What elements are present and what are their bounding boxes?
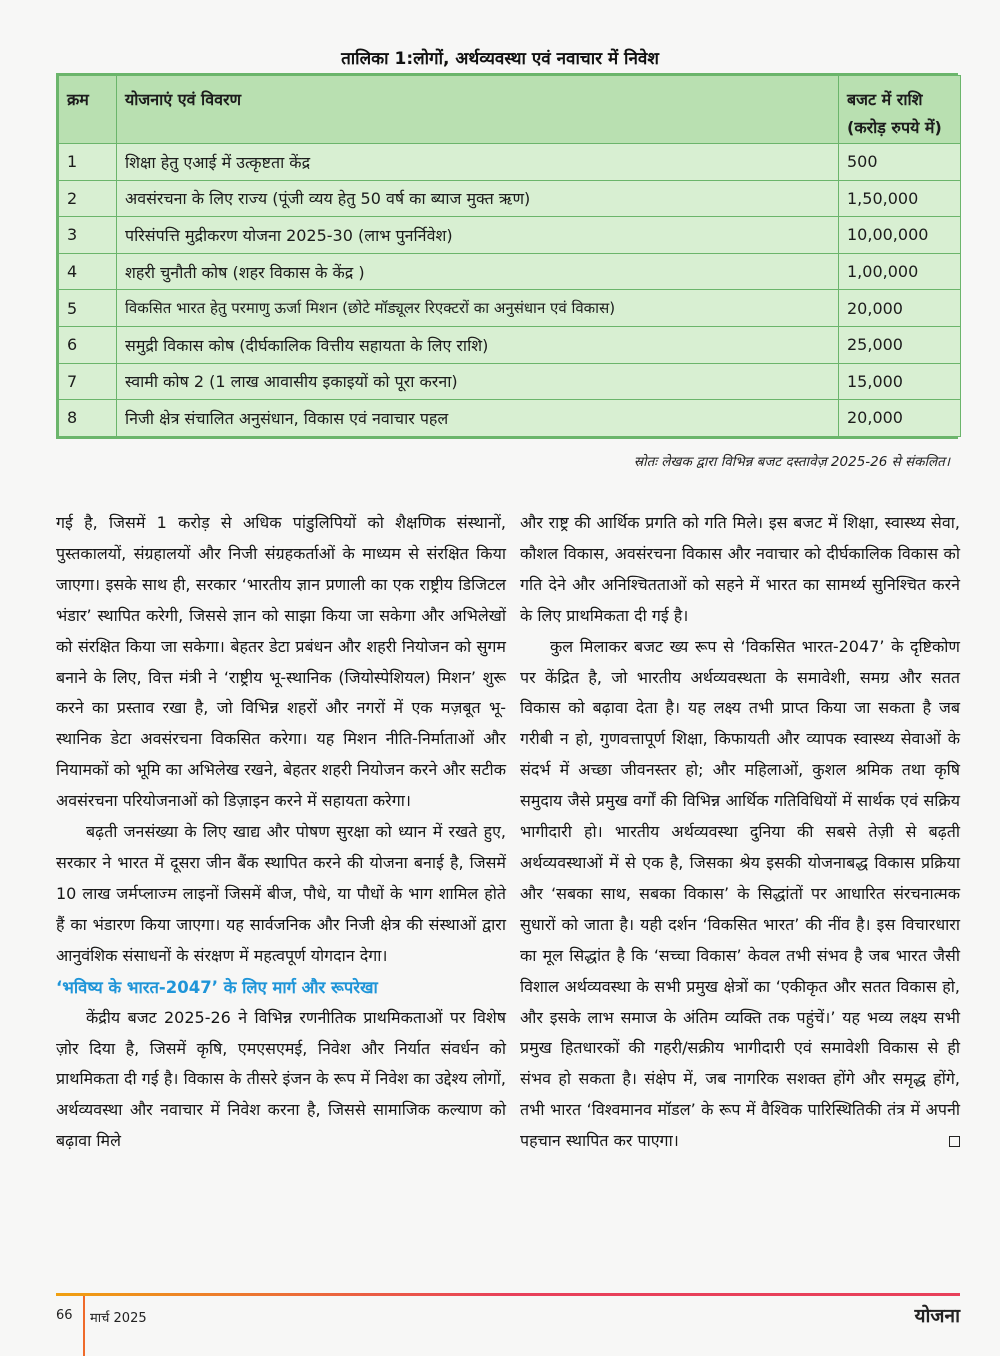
issue-date: मार्च 2025 — [90, 1311, 147, 1326]
paragraph — [520, 632, 960, 1157]
cell-scheme: निजी क्षेत्र संचालित अनुसंधान, विकास एवं नवाचार पहल — [117, 400, 839, 437]
cell-serial: 4 — [59, 253, 117, 290]
cell-serial: 3 — [59, 217, 117, 254]
cell-scheme: अवसंरचना के लिए राज्य (पूंजी व्यय हेतु 50 वर्ष का ब्याज मुक्त ऋण) — [117, 180, 839, 217]
table-row — [59, 144, 961, 181]
table-row — [59, 400, 961, 437]
table-row — [59, 363, 961, 400]
cell-serial: 5 — [59, 290, 117, 327]
cell-serial: 1 — [59, 144, 117, 181]
cell-serial: 6 — [59, 326, 117, 363]
table-row — [59, 326, 961, 363]
article-left-column — [56, 508, 506, 1157]
header-amount — [839, 76, 961, 144]
table-source-note: स्रोतः लेखक द्वारा विभिन्न बजट दस्तावेज़ 2025-26 से संकलित। — [633, 454, 950, 470]
cell-serial: 8 — [59, 400, 117, 437]
table-title: तालिका 1:लोगों, अर्थव्यवस्था एवं नवाचार में निवेश — [341, 49, 659, 69]
cell-amount: 25,000 — [839, 326, 961, 363]
page-number: 66 — [56, 1308, 73, 1323]
table-row — [59, 217, 961, 254]
footer-divider — [56, 1293, 960, 1296]
cell-amount: 20,000 — [839, 400, 961, 437]
cell-scheme: शिक्षा हेतु एआई में उत्कृष्टता केंद्र — [117, 144, 839, 181]
cell-amount: 10,00,000 — [839, 217, 961, 254]
header-amount-line1: बजट में राशि — [847, 90, 923, 109]
investment-table — [56, 73, 958, 439]
table-row — [59, 180, 961, 217]
paragraph: बढ़ती जनसंख्या के लिए खाद्य और पोषण सुरक्षा को ध्यान में रखते हुए, सरकार ने भारत में दूसरा जीन बैंक स्थापित करने की योजना बनाई है, जिसमें 10 लाख जर्मप्लाज्म लाइनों जिसमें बीज, पौधे, या पौधों के भाग शामिल होते हैं का भंडारण किया जाएगा। यह सार्वजनिक और निजी क्षेत्र की संस्थाओं द्वारा आनुवंशिक संसाधनों के संरक्षण में महत्वपूर्ण योगदान देगा। — [56, 822, 506, 965]
paragraph: और राष्ट्र की आर्थिक प्रगति को गति मिले। इस बजट में शिक्षा, स्वास्थ्य सेवा, कौशल विकास, अवसंरचना विकास और नवाचार को दीर्घकालिक विकास को गति देने और अनिश्चितताओं को सहने में भारत का सामर्थ्य सुनिश्चित करने के लिए प्राथमिकता दी गई है। — [520, 513, 960, 625]
header-serial: क्रम — [59, 76, 117, 144]
cell-scheme: स्वामी कोष 2 (1 लाख आवासीय इकाइयों को पूरा करना) — [117, 363, 839, 400]
header-amount-line2: (करोड़ रुपये में) — [847, 118, 942, 137]
end-of-article-square-icon — [949, 1136, 960, 1147]
cell-serial: 7 — [59, 363, 117, 400]
cell-scheme: विकसित भारत हेतु परमाणु ऊर्जा मिशन (छोटे मॉड्यूलर रिएक्टरों का अनुसंधान एवं विकास) — [117, 290, 839, 327]
table-row — [59, 253, 961, 290]
table-row — [59, 290, 961, 327]
table-header-row — [59, 76, 961, 144]
cell-amount: 20,000 — [839, 290, 961, 327]
section-subheading: ‘भविष्य के भारत-2047’ के लिए मार्ग और रूपरेखा — [56, 977, 378, 997]
cell-scheme: शहरी चुनौती कोष (शहर विकास के केंद्र ) — [117, 253, 839, 290]
cell-amount: 1,00,000 — [839, 253, 961, 290]
paragraph: केंद्रीय बजट 2025-26 ने विभिन्न रणनीतिक प्राथमिकताओं पर विशेष ज़ोर दिया है, जिसमें कृषि, एमएसएमई, निवेश और निर्यात संवर्धन को प्राथमिकता दी गई है। विकास के तीसरे इंजन के रूप में निवेश का उद्देश्य लोगों, अर्थव्यवस्था और नवाचार में निवेश करना है, जिससे सामाजिक कल्याण को बढ़ावा मिले — [56, 1007, 506, 1151]
cell-amount: 1,50,000 — [839, 180, 961, 217]
article-right-column — [520, 508, 960, 1157]
magazine-name: योजना — [914, 1305, 960, 1327]
cell-amount: 15,000 — [839, 363, 961, 400]
footer-vertical-divider — [83, 1296, 85, 1356]
cell-serial: 2 — [59, 180, 117, 217]
header-scheme: योजनाएं एवं विवरण — [117, 76, 839, 144]
cell-scheme: समुद्री विकास कोष (दीर्घकालिक वित्तीय सहायता के लिए राशि) — [117, 326, 839, 363]
paragraph: गई है, जिसमें 1 करोड़ से अधिक पांडुलिपियों को शैक्षणिक संस्थानों, पुस्तकालयों, संग्रहालयों और निजी संग्रहकर्ताओं के माध्यम से संरक्षित किया जाएगा। इसके साथ ही, सरकार ‘भारतीय ज्ञान प्रणाली का एक राष्ट्रीय डिजिटल भंडार’ स्थापित करेगी, जिससे ज्ञान को साझा किया जा सकेगा और अभिलेखों को संरक्षित किया जा सकेगा। बेहतर डेटा प्रबंधन और शहरी नियोजन को सुगम बनाने के लिए, वित्त मंत्री ने ‘राष्ट्रीय भू-स्थानिक (जियोस्पेशियल) मिशन’ शुरू करने का प्रस्ताव रखा है, जो विभिन्न शहरों और नगरों में एक मज़बूत भू-स्थानिक डेटा अवसंरचना विकसित करेगा। यह मिशन नीति-निर्माताओं और नियामकों को भूमि का अभिलेख रखने, बेहतर शहरी नियोजन करने और सटीक अवसंरचना परियोजनाओं को डिज़ाइन करने में सहायता करेगा। — [56, 513, 506, 811]
paragraph-text: कुल मिलाकर बजट ख्य रूप से ‘विकसित भारत-2047’ के दृष्टिकोण पर केंद्रित है, जो भारतीय अर्थव्यवस्थता के समावेशी, समग्र और सतत विकास को बढ़ावा देता है। यह लक्ष्य तभी प्राप्त किया जा सकता है जब गरीबी न हो, गुणवत्तापूर्ण शिक्षा, किफायती और व्यापक स्वास्थ्य सेवाओं के संदर्भ में अच्छा जीवनस्तर हो; और महिलाओं, कुशल श्रमिक तथा कृषि समुदाय जैसे प्रमुख वर्गों की विभिन्न आर्थिक गतिविधियों में सार्थक एवं सक्रिय भागीदारी हो। भारतीय अर्थव्यवस्था दुनिया की सबसे तेज़ी से बढ़ती अर्थव्यवस्थाओं में से एक है, जिसका श्रेय इसकी योजनाबद्ध विकास प्रक्रिया और ‘सबका साथ, सबका विकास’ के सिद्धांतों पर आधारित संरचनात्मक सुधारों को जाता है। यही दर्शन ‘विकसित भारत’ की नींव है। इस विचारधारा का मूल सिद्धांत है कि ‘सच्चा विकास’ केवल तभी संभव है जब भारत जैसी विशाल अर्थव्यवस्था के सभी प्रमुख क्षेत्रों का ‘एकीकृत और सतत विकास हो, और इसके लाभ समाज के अंतिम व्यक्ति तक पहुंचें।’ यह भव्य लक्ष्य सभी प्रमुख हितधारकों की गहरी/सक्रीय भागीदारी एवं समावेशी विकास से ही संभव हो सकता है। संक्षेप में, जब नागरिक सशक्त होंगे और समृद्ध होंगे, तभी भारत ‘विश्वमानव मॉडल’ के रूप में वैश्विक पारिस्थितिकी तंत्र में अपनी पहचान स्थापित कर पाएगा। — [520, 636, 960, 1151]
cell-amount: 500 — [839, 144, 961, 181]
cell-scheme: परिसंपत्ति मुद्रीकरण योजना 2025-30 (लाभ पुनर्निवेश) — [117, 217, 839, 254]
